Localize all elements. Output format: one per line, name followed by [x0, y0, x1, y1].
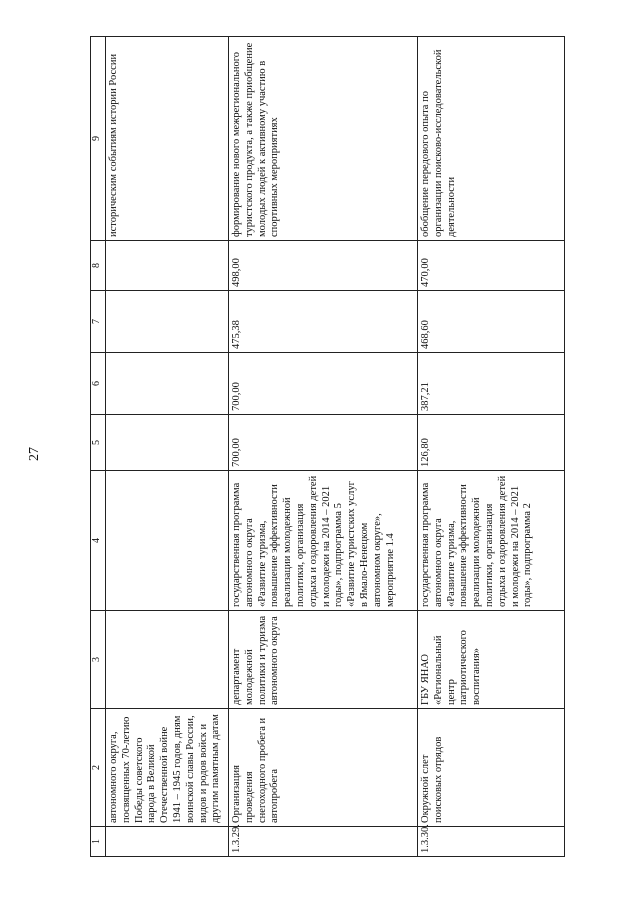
cell-executor: департамент молодежной политики и туризма автономного округа	[229, 611, 418, 709]
cell-value: 475,38	[229, 291, 418, 353]
col-header: 5	[91, 415, 106, 471]
header-row	[91, 37, 106, 857]
cell-value: 700,00	[229, 353, 418, 415]
cell-number	[106, 827, 229, 857]
cell-value: 498,00	[229, 241, 418, 291]
col-header: 9	[91, 37, 106, 241]
cell-value: 387,21	[418, 353, 565, 415]
cell-value	[106, 291, 229, 353]
cell-result: историческим событиям истории России	[106, 37, 229, 241]
cell-value: 468,60	[418, 291, 565, 353]
table-row	[229, 37, 418, 857]
cell-value	[106, 415, 229, 471]
col-header: 3	[91, 611, 106, 709]
table-row	[418, 37, 565, 857]
cell-event: автономного округа, посвященных 70-летию Победы советского народа в Великой Отечественной войне 1941 – 1945 годов, дням воинской славы России, видов и родов войск и другим памятным датам	[106, 709, 229, 827]
cell-result: формирование нового межрегионального туристского продукта, а также приобщение молодых людей к активному участию в спортивных мероприятиях	[229, 37, 418, 241]
col-header: 6	[91, 353, 106, 415]
cell-program: государственная программа автономного округа «Развитие туризма, повышение эффективности реализации молодежной политики, организация отдыха и оздоровления детей и молодежи на 2014 – 2021 годы», подпрограмма 5 «Развитие туристских услуг в Ямало-Ненецком автономном округе», мероприятие 1.4	[229, 471, 418, 611]
cell-value: 126,80	[418, 415, 565, 471]
cell-event: Окружной слет поисковых отрядов	[418, 709, 565, 827]
cell-executor	[106, 611, 229, 709]
table-container	[90, 37, 570, 857]
rotated-sheet	[90, 37, 570, 857]
col-header: 8	[91, 241, 106, 291]
cell-event: Организация проведения снегоходного пробега и автопробега	[229, 709, 418, 827]
cell-executor: ГБУ ЯНАО «Региональный центр патриотического воспитания»	[418, 611, 565, 709]
cell-value	[106, 241, 229, 291]
cell-result: обобщение передового опыта по организации поисково-исследовательской деятельности	[418, 37, 565, 241]
cell-program: государственная программа автономного округа «Развитие туризма, повышение эффективности реализации молодежной политики, организация отдыха и оздоровления детей и молодежи на 2014 – 2021 годы», подпрограмма 2	[418, 471, 565, 611]
cell-program	[106, 471, 229, 611]
cell-value: 700,00	[229, 415, 418, 471]
program-table	[90, 36, 565, 857]
col-header: 4	[91, 471, 106, 611]
col-header: 2	[91, 709, 106, 827]
cell-number: 1.3.29.	[229, 827, 418, 857]
cell-value: 470,00	[418, 241, 565, 291]
col-header: 1	[91, 827, 106, 857]
cell-value	[106, 353, 229, 415]
table-row	[106, 37, 229, 857]
cell-number: 1.3.30.	[418, 827, 565, 857]
col-header: 7	[91, 291, 106, 353]
page-number: 27	[27, 447, 42, 461]
